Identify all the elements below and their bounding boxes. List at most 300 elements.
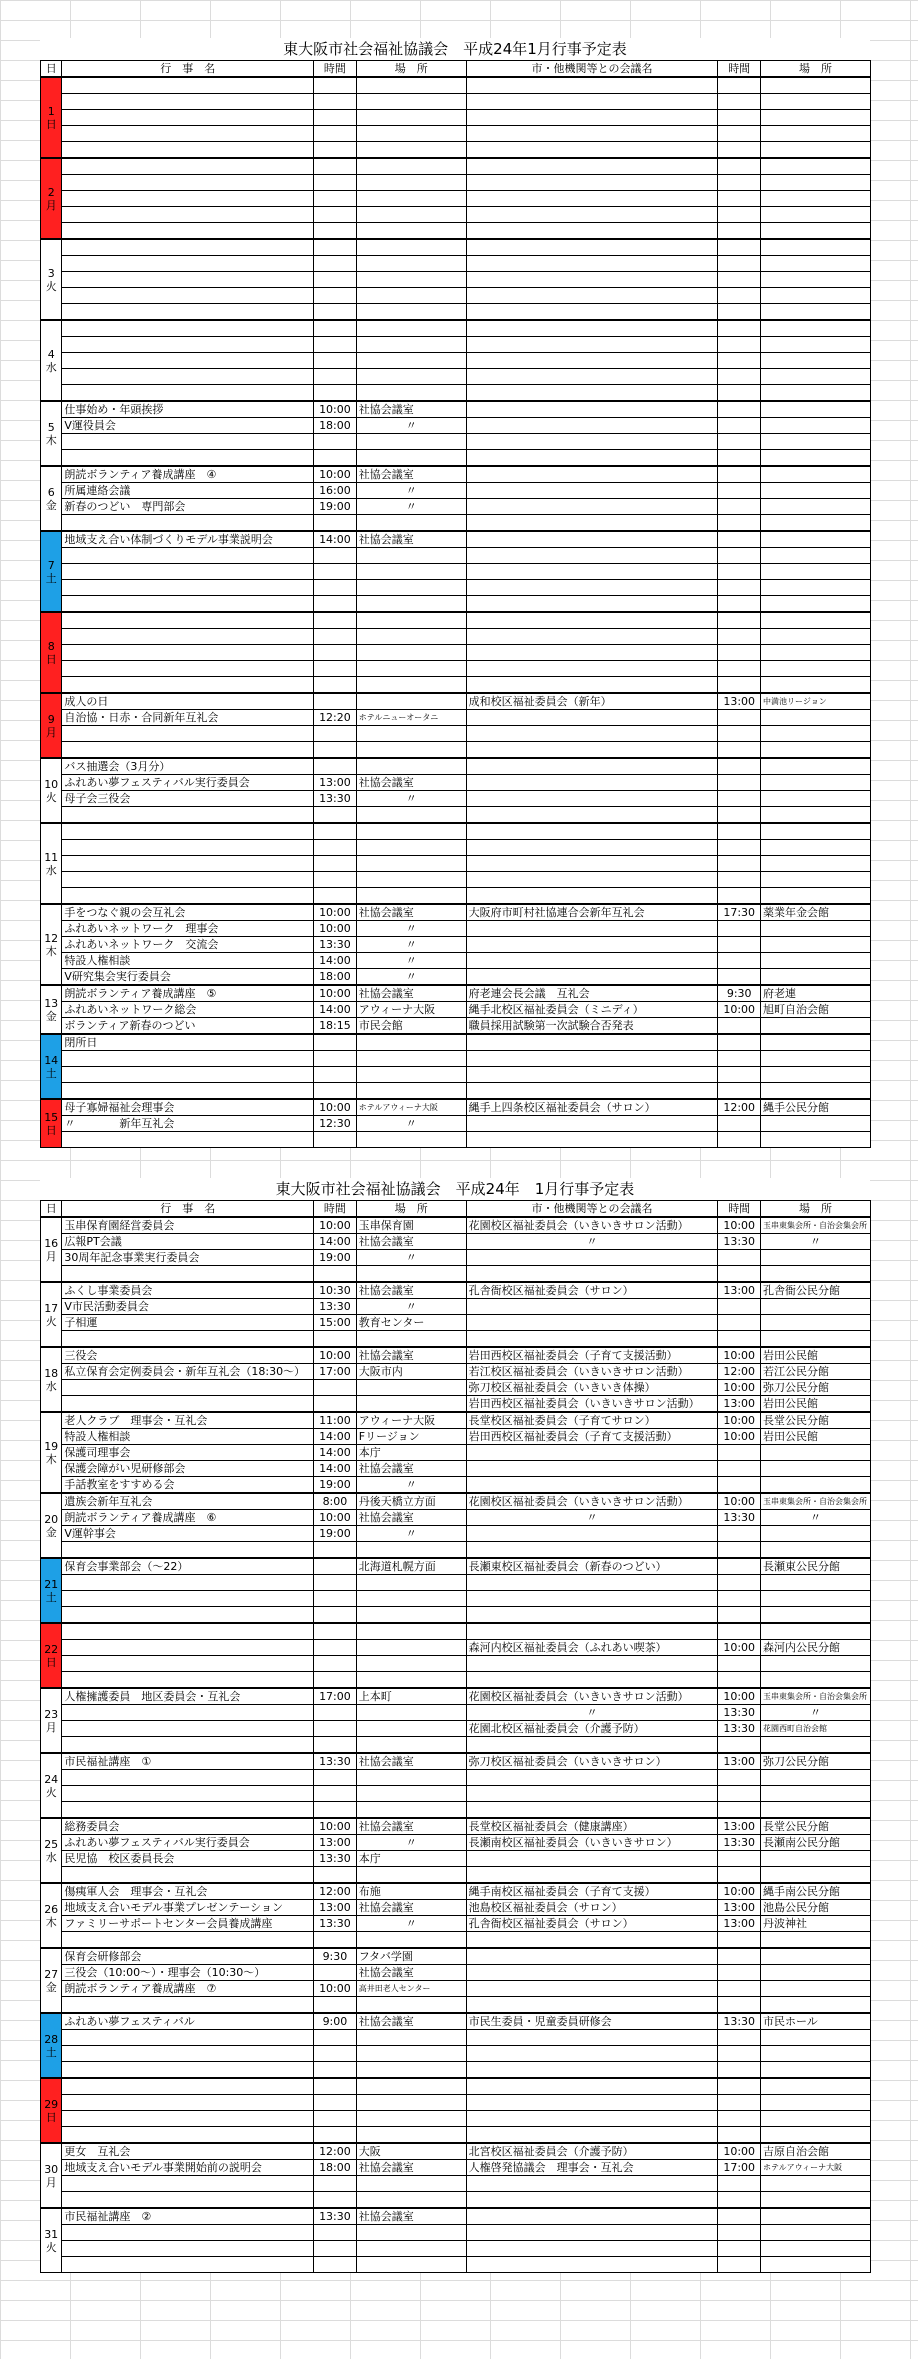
table-cell — [62, 2095, 314, 2111]
table-cell — [356, 2095, 466, 2111]
table-cell — [314, 1965, 357, 1981]
table-row — [41, 1770, 871, 1786]
table-row — [41, 2241, 871, 2257]
column-header: 場 所 — [761, 1201, 871, 1218]
table-cell — [356, 629, 466, 645]
table-cell — [356, 94, 466, 110]
table-cell — [718, 872, 761, 888]
table-cell — [62, 110, 314, 126]
table-cell: 13:30 — [718, 1510, 761, 1526]
table-cell — [62, 2046, 314, 2062]
table-cell — [314, 2111, 357, 2127]
table-cell — [466, 1461, 718, 1477]
table-row — [41, 531, 871, 548]
table-cell: 大阪市内 — [356, 1364, 466, 1380]
table-cell: 19:00 — [314, 1477, 357, 1494]
table-cell — [62, 288, 314, 304]
table-cell — [356, 564, 466, 580]
table-row — [41, 1526, 871, 1542]
table-row — [41, 1347, 871, 1364]
table-row — [41, 272, 871, 288]
table-cell — [62, 126, 314, 142]
table-row — [41, 142, 871, 159]
table-cell — [62, 77, 314, 94]
table-cell: 人権擁護委員 地区委員会・互礼会 — [62, 1688, 314, 1705]
table-cell — [718, 401, 761, 418]
table-cell — [62, 1051, 314, 1067]
table-cell — [718, 888, 761, 905]
table-row — [41, 1867, 871, 1884]
table-cell: 保護会障がい児研修部会 — [62, 1461, 314, 1477]
table-cell — [718, 2078, 761, 2095]
table-cell: 〃 — [356, 483, 466, 499]
table-cell — [718, 840, 761, 856]
table-row — [41, 1916, 871, 1932]
date-cell: 9 月 — [41, 693, 62, 758]
table-cell — [761, 288, 871, 304]
table-cell — [62, 1672, 314, 1689]
date-cell: 4 水 — [41, 320, 62, 401]
table-cell — [314, 2257, 357, 2273]
table-cell: 10:00 — [718, 1688, 761, 1705]
table-cell — [718, 1299, 761, 1315]
table-cell: 12:00 — [718, 1099, 761, 1116]
table-row — [41, 2208, 871, 2225]
table-cell — [356, 175, 466, 191]
table-cell — [466, 401, 718, 418]
date-cell: 14 土 — [41, 1034, 62, 1099]
table-cell — [314, 1575, 357, 1591]
table-cell: 13:30 — [314, 791, 357, 807]
table-row — [41, 2143, 871, 2160]
table-cell: 〃 — [356, 1299, 466, 1315]
date-cell: 30 月 — [41, 2143, 62, 2208]
table-cell: 北海道札幌方面 — [356, 1558, 466, 1575]
date-cell: 19 木 — [41, 1412, 62, 1493]
table-cell — [356, 2192, 466, 2209]
table-cell: 社協会議室 — [356, 1510, 466, 1526]
table-cell — [356, 207, 466, 223]
table-cell: 10:00 — [314, 904, 357, 921]
table-cell — [761, 1132, 871, 1148]
column-header: 日 — [41, 1201, 62, 1218]
table-cell: 〃 — [356, 1477, 466, 1494]
table-cell — [356, 1067, 466, 1083]
table-cell — [718, 1672, 761, 1689]
table-cell — [356, 742, 466, 759]
table-row — [41, 2111, 871, 2127]
table-cell — [314, 1132, 357, 1148]
date-cell: 8 日 — [41, 612, 62, 693]
table-cell — [356, 77, 466, 94]
table-cell — [314, 256, 357, 272]
table-cell: 吉原自治会館 — [761, 2143, 871, 2160]
table-cell — [466, 612, 718, 629]
table-cell — [761, 175, 871, 191]
table-row — [41, 1461, 871, 1477]
table-cell — [314, 239, 357, 256]
table-row — [41, 1099, 871, 1116]
table-cell — [314, 1770, 357, 1786]
table-cell — [62, 2176, 314, 2192]
table-cell — [761, 612, 871, 629]
table-cell: 10:00 — [314, 1217, 357, 1234]
table-cell — [62, 434, 314, 450]
table-cell: アウィーナ大阪 — [356, 1412, 466, 1429]
table-cell: フタバ学園 — [356, 1948, 466, 1965]
table-cell — [62, 191, 314, 207]
table-cell — [761, 969, 871, 986]
table-cell — [314, 2225, 357, 2241]
table-cell: 10:30 — [314, 1282, 357, 1299]
table-cell — [718, 1558, 761, 1575]
table-cell: 総務委員会 — [62, 1818, 314, 1835]
date-cell: 13 金 — [41, 985, 62, 1034]
table-cell — [718, 466, 761, 483]
table-cell — [718, 2095, 761, 2111]
table-cell: 〃 — [356, 1526, 466, 1542]
table-cell: 玉串保育園 — [356, 1217, 466, 1234]
table-cell — [718, 1867, 761, 1884]
column-header: 市・他機関等との会議名 — [466, 1201, 718, 1218]
date-cell: 17 火 — [41, 1282, 62, 1347]
table-cell: V運役員会 — [62, 418, 314, 434]
table-cell: 森河内公民分館 — [761, 1640, 871, 1656]
table-cell: 保育会事業部会（～22） — [62, 1558, 314, 1575]
table-cell — [314, 1067, 357, 1083]
table-cell — [718, 1802, 761, 1819]
table-cell: 社協会議室 — [356, 1753, 466, 1770]
table-row — [41, 726, 871, 742]
table-row — [41, 1883, 871, 1900]
table-cell — [466, 758, 718, 775]
table-row — [41, 369, 871, 385]
table-cell — [314, 1083, 357, 1100]
table-cell — [356, 2062, 466, 2079]
table-cell: 市民福祉講座 ② — [62, 2208, 314, 2225]
table-cell — [62, 94, 314, 110]
table-row — [41, 2062, 871, 2079]
table-cell: 薬業年金会館 — [761, 904, 871, 921]
table-cell: 15:00 — [314, 1315, 357, 1331]
table-cell — [718, 937, 761, 953]
table-row — [41, 661, 871, 677]
table-cell — [466, 580, 718, 596]
table-cell — [466, 1932, 718, 1949]
table-cell: 岩田西校区福祉委員会（子育て支援活動） — [466, 1429, 718, 1445]
table-cell: 長瀬東校区福祉委員会（新春のつどい） — [466, 1558, 718, 1575]
table-row — [41, 1900, 871, 1916]
table-cell — [314, 726, 357, 742]
sheet-title: 東大阪市社会福祉協議会 平成24年1月行事予定表 — [283, 40, 627, 58]
table-cell — [466, 1542, 718, 1559]
table-cell — [761, 369, 871, 385]
table-row — [41, 2192, 871, 2209]
date-cell: 3 火 — [41, 239, 62, 320]
table-cell — [718, 969, 761, 986]
table-cell — [761, 418, 871, 434]
table-row — [41, 1412, 871, 1429]
table-cell — [761, 1575, 871, 1591]
table-cell — [761, 775, 871, 791]
table-cell — [356, 1132, 466, 1148]
table-cell — [356, 823, 466, 840]
table-cell — [314, 677, 357, 694]
table-cell: 特設人権相談 — [62, 953, 314, 969]
table-cell — [718, 1575, 761, 1591]
table-row — [41, 499, 871, 515]
table-cell: 11:00 — [314, 1412, 357, 1429]
table-cell — [718, 207, 761, 223]
table-row — [41, 256, 871, 272]
table-cell: 地域支え合い体制づくりモデル事業説明会 — [62, 531, 314, 548]
table-cell — [761, 2225, 871, 2241]
table-cell: 13:30 — [314, 1753, 357, 1770]
date-cell: 16 月 — [41, 1217, 62, 1282]
table-cell: 府老連 — [761, 985, 871, 1002]
table-cell: 長堂校区福祉委員会（子育てサロン） — [466, 1412, 718, 1429]
table-cell — [466, 483, 718, 499]
table-cell: 10:00 — [718, 1883, 761, 1900]
date-cell: 7 土 — [41, 531, 62, 612]
table-cell — [761, 1802, 871, 1819]
table-cell — [718, 1965, 761, 1981]
table-cell — [356, 2241, 466, 2257]
table-cell — [356, 1672, 466, 1689]
table-cell — [356, 2176, 466, 2192]
table-cell — [761, 320, 871, 337]
table-cell — [314, 1705, 357, 1721]
table-row — [41, 1705, 871, 1721]
table-cell — [718, 564, 761, 580]
table-cell: 〃 新年互礼会 — [62, 1116, 314, 1132]
table-cell — [718, 629, 761, 645]
table-cell — [718, 515, 761, 532]
table-cell: 玉串東集会所・自治会集会所 — [761, 1493, 871, 1510]
table-cell — [356, 1266, 466, 1283]
table-cell: 〃 — [466, 1705, 718, 1721]
date-cell: 12 木 — [41, 904, 62, 985]
table-cell: 閉所日 — [62, 1034, 314, 1051]
table-cell: V運幹事会 — [62, 1526, 314, 1542]
table-cell — [466, 1997, 718, 2014]
table-cell: 12:00 — [718, 1364, 761, 1380]
table-cell — [356, 2078, 466, 2095]
table-cell — [718, 499, 761, 515]
table-cell: 社協会議室 — [356, 531, 466, 548]
table-cell — [761, 337, 871, 353]
table-cell — [761, 1851, 871, 1867]
table-cell — [761, 1477, 871, 1494]
table-cell — [761, 888, 871, 905]
table-cell — [356, 580, 466, 596]
table-row — [41, 175, 871, 191]
table-cell — [466, 1786, 718, 1802]
table-cell — [62, 1656, 314, 1672]
table-cell — [761, 953, 871, 969]
table-cell — [718, 2111, 761, 2127]
table-cell — [718, 1786, 761, 1802]
table-cell: 18:00 — [314, 2160, 357, 2176]
table-cell — [761, 499, 871, 515]
table-cell: 池島公民分館 — [761, 1900, 871, 1916]
table-cell — [718, 288, 761, 304]
table-cell — [761, 2176, 871, 2192]
table-cell — [314, 1721, 357, 1737]
table-cell — [356, 450, 466, 467]
table-cell — [761, 2127, 871, 2144]
table-cell: 仕事始め・年頭挨拶 — [62, 401, 314, 418]
table-cell — [761, 1250, 871, 1266]
table-cell — [466, 77, 718, 94]
table-cell: 10:00 — [718, 1412, 761, 1429]
table-cell — [718, 1607, 761, 1624]
table-cell: 10:00 — [314, 466, 357, 483]
table-cell — [466, 158, 718, 175]
table-cell: 10:00 — [314, 921, 357, 937]
table-cell — [761, 2241, 871, 2257]
table-cell — [466, 1802, 718, 1819]
date-cell: 11 水 — [41, 823, 62, 904]
table-cell — [356, 1656, 466, 1672]
table-row — [41, 1591, 871, 1607]
table-cell — [314, 1558, 357, 1575]
table-row — [41, 1445, 871, 1461]
table-cell — [466, 1083, 718, 1100]
table-cell — [718, 823, 761, 840]
table-cell — [718, 1997, 761, 2014]
table-row — [41, 1132, 871, 1148]
table-cell — [466, 450, 718, 467]
table-cell: 母子寡婦福祉会理事会 — [62, 1099, 314, 1116]
table-row — [41, 1299, 871, 1315]
table-cell — [761, 2030, 871, 2046]
table-cell — [314, 1266, 357, 1283]
table-cell: 職員採用試験第一次試験合否発表 — [466, 1018, 718, 1035]
table-row — [41, 1051, 871, 1067]
table-cell — [62, 369, 314, 385]
table-cell — [761, 483, 871, 499]
table-cell: 〃 — [356, 1835, 466, 1851]
table-cell: ボランティア新春のつどい — [62, 1018, 314, 1035]
table-row — [41, 77, 871, 94]
table-cell — [718, 77, 761, 94]
table-cell: 成和校区福祉委員会（新年） — [466, 693, 718, 710]
table-cell — [718, 223, 761, 240]
table-cell: 17:00 — [718, 2160, 761, 2176]
date-cell: 20 金 — [41, 1493, 62, 1558]
table-cell — [718, 758, 761, 775]
table-cell — [356, 1575, 466, 1591]
table-cell: 13:00 — [718, 1396, 761, 1413]
table-row — [41, 1250, 871, 1266]
table-cell: 13:30 — [718, 1705, 761, 1721]
table-cell — [761, 223, 871, 240]
table-cell — [718, 272, 761, 288]
table-cell — [356, 110, 466, 126]
table-cell — [718, 1591, 761, 1607]
table-cell — [718, 1315, 761, 1331]
table-cell: ふれあいネットワーク 理事会 — [62, 921, 314, 937]
table-cell: 社協会議室 — [356, 775, 466, 791]
date-cell: 23 月 — [41, 1688, 62, 1753]
table-cell — [356, 758, 466, 775]
table-row — [41, 677, 871, 694]
table-cell — [466, 1948, 718, 1965]
table-cell: 新春のつどい 専門部会 — [62, 499, 314, 515]
table-cell — [466, 1034, 718, 1051]
table-row — [41, 126, 871, 142]
table-cell: 大阪府市町村社協連合会新年互礼会 — [466, 904, 718, 921]
table-cell: ふれあいネットワーク 交流会 — [62, 937, 314, 953]
table-cell — [761, 1948, 871, 1965]
table-cell — [466, 1331, 718, 1348]
table-cell — [62, 1396, 314, 1413]
table-cell: 本庁 — [356, 1445, 466, 1461]
table-cell: 朗読ボランティア養成講座 ⑤ — [62, 985, 314, 1002]
table-cell — [356, 369, 466, 385]
table-cell — [761, 1591, 871, 1607]
table-cell — [356, 888, 466, 905]
table-cell — [718, 158, 761, 175]
table-cell: 13:30 — [314, 1916, 357, 1932]
table-cell — [466, 1526, 718, 1542]
table-cell: 傷痍軍人会 理事会・互礼会 — [62, 1883, 314, 1900]
table-cell — [718, 2257, 761, 2273]
column-header: 日 — [41, 61, 62, 78]
table-cell — [314, 2062, 357, 2079]
table-cell: 若江校区福祉委員会（いきいきサロン活動） — [466, 1364, 718, 1380]
table-row — [41, 2176, 871, 2192]
table-cell — [466, 353, 718, 369]
table-cell — [466, 320, 718, 337]
table-cell — [761, 1331, 871, 1348]
table-cell: バス抽選会（3月分） — [62, 758, 314, 775]
table-cell — [62, 1721, 314, 1737]
table-cell — [62, 742, 314, 759]
date-cell: 24 火 — [41, 1753, 62, 1818]
table-cell: 市民生委員・児童委員研修会 — [466, 2013, 718, 2030]
table-row — [41, 1542, 871, 1559]
table-cell: 14:00 — [314, 1461, 357, 1477]
table-cell — [761, 758, 871, 775]
table-cell: 14:00 — [314, 1429, 357, 1445]
table-cell — [718, 775, 761, 791]
table-row — [41, 2225, 871, 2241]
table-cell: 13:30 — [314, 937, 357, 953]
table-cell — [356, 1786, 466, 1802]
table-cell: 13:00 — [314, 775, 357, 791]
table-cell: 所属連絡会議 — [62, 483, 314, 499]
table-cell — [314, 2127, 357, 2144]
table-cell — [761, 1786, 871, 1802]
table-cell: 花園西町自治会館 — [761, 1721, 871, 1737]
table-cell: 上本町 — [356, 1688, 466, 1705]
table-cell — [718, 1034, 761, 1051]
table-cell — [356, 142, 466, 159]
table-cell — [356, 726, 466, 742]
table-row — [41, 904, 871, 921]
table-cell — [718, 1623, 761, 1640]
table-cell — [62, 239, 314, 256]
table-cell — [466, 256, 718, 272]
table-row — [41, 483, 871, 499]
table-cell — [718, 483, 761, 499]
table-cell — [466, 304, 718, 321]
table-cell — [718, 726, 761, 742]
table-cell — [356, 1867, 466, 1884]
table-cell: 子相運 — [62, 1315, 314, 1331]
